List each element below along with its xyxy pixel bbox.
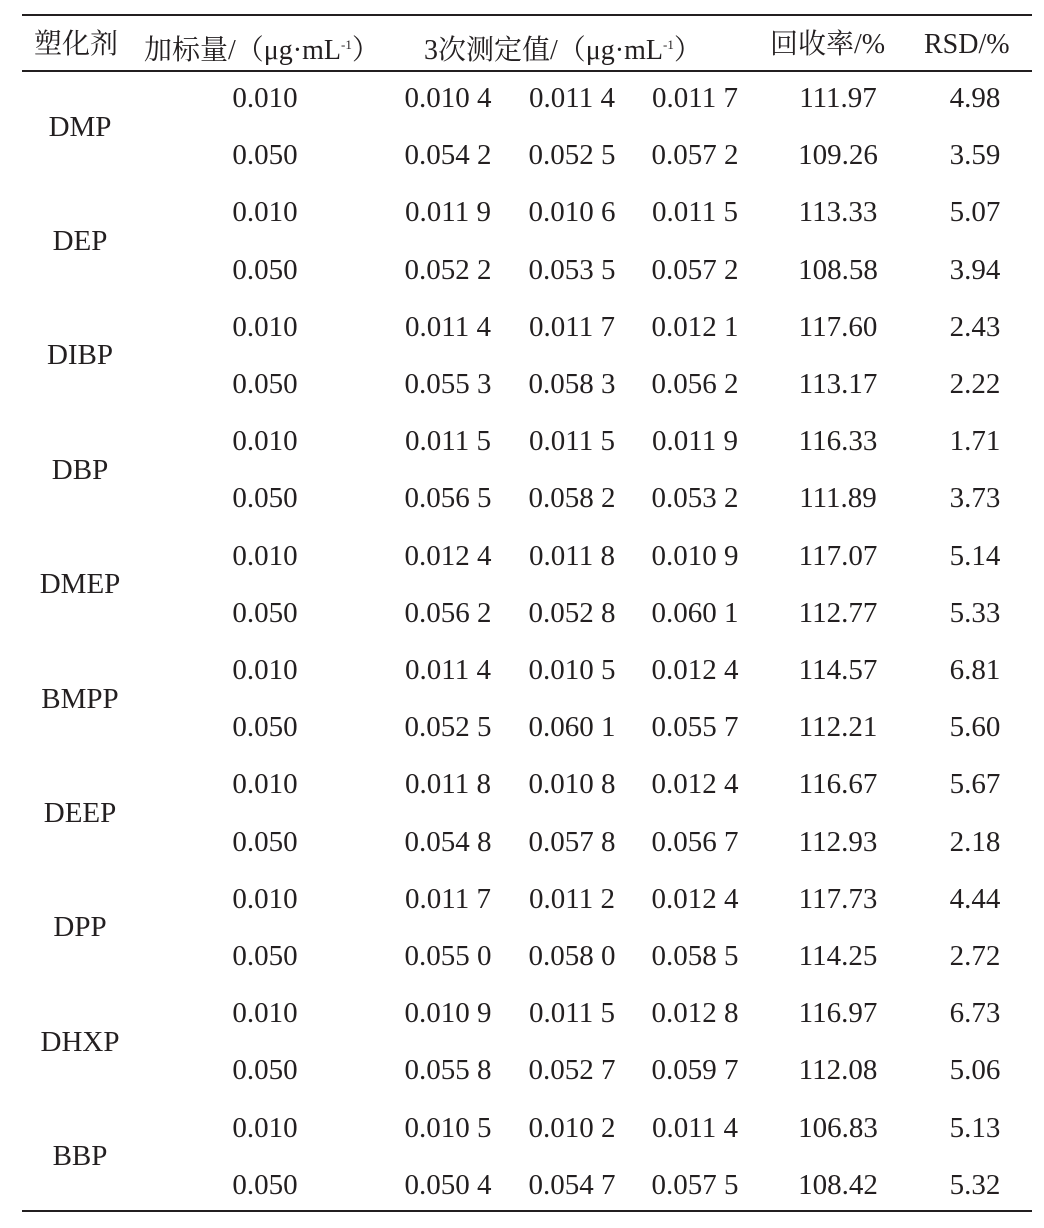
recovery-cell: 112.93 (798, 825, 878, 858)
measured-2-cell: 0.058 3 (528, 368, 616, 400)
measured-2-cell: 0.011 8 (529, 539, 615, 572)
plasticizer-name-cell: DPP (53, 911, 107, 944)
measured-1-cell: 0.054 8 (404, 825, 492, 858)
measured-2-cell: 0.011 7 (529, 310, 615, 343)
recovery-cell: 108.42 (798, 1168, 878, 1201)
recovery-cell: 117.73 (798, 882, 878, 915)
measured-2-cell: 0.011 5 (529, 425, 615, 458)
rsd-cell: 3.59 (949, 139, 1001, 172)
rsd-cell: 5.13 (949, 1111, 1001, 1144)
header-rsd: RSD/% (924, 29, 1010, 60)
recovery-cell: 113.33 (798, 196, 878, 229)
plasticizer-name-cell: DIBP (46, 339, 114, 372)
recovery-cell: 116.67 (798, 768, 878, 801)
plasticizer-name-cell: BMPP (41, 682, 119, 715)
measured-3-cell: 0.012 8 (651, 997, 739, 1030)
spike-cell: 0.050 (232, 596, 298, 629)
measured-3-cell: 0.053 2 (651, 482, 739, 515)
rsd-cell: 6.73 (949, 997, 1001, 1030)
rsd-cell: 5.60 (949, 711, 1001, 744)
measured-3-cell: 0.012 4 (651, 882, 739, 915)
recovery-cell: 111.97 (799, 82, 877, 114)
spike-cell: 0.010 (232, 539, 298, 572)
spike-cell: 0.050 (232, 711, 298, 744)
spike-cell: 0.010 (232, 196, 298, 229)
measured-1-cell: 0.052 5 (404, 711, 492, 744)
spike-cell: 0.050 (232, 139, 298, 172)
rsd-cell: 5.07 (949, 196, 1001, 229)
recovery-cell: 112.21 (798, 711, 878, 744)
measured-3-cell: 0.011 7 (652, 82, 738, 114)
measured-1-cell: 0.050 4 (404, 1168, 492, 1201)
header-spike-close: ） (351, 35, 380, 66)
measured-1-cell: 0.010 9 (404, 997, 492, 1030)
header-spike-exponent: -1 (341, 37, 352, 52)
measured-1-cell: 0.011 4 (405, 310, 491, 343)
recovery-cell: 113.17 (798, 368, 878, 400)
table-bottom-rule (22, 1210, 1032, 1212)
rsd-cell: 2.18 (949, 825, 1001, 858)
header-measured-values (424, 26, 702, 70)
rsd-cell: 6.81 (949, 654, 1001, 686)
plasticizer-name-cell: DEEP (43, 797, 117, 829)
measured-2-cell: 0.052 7 (528, 1054, 616, 1087)
recovery-cell: 117.60 (798, 310, 878, 343)
recovery-cell: 112.77 (798, 596, 878, 629)
measured-1-cell: 0.011 7 (405, 882, 491, 915)
spike-cell: 0.050 (232, 482, 298, 515)
recovery-cell: 106.83 (798, 1111, 878, 1144)
measured-1-cell: 0.055 0 (404, 940, 492, 972)
spike-cell: 0.010 (232, 82, 298, 114)
measured-1-cell: 0.011 9 (405, 196, 491, 229)
measured-3-cell: 0.059 7 (651, 1054, 739, 1087)
spike-cell: 0.050 (232, 1054, 298, 1087)
header-recovery: 回收率/% (770, 29, 886, 60)
spike-cell: 0.050 (232, 940, 298, 972)
header-measured-close: ） (673, 35, 702, 66)
measured-1-cell: 0.055 3 (404, 368, 492, 400)
measured-3-cell: 0.012 4 (651, 768, 739, 801)
measured-2-cell: 0.052 5 (528, 139, 616, 172)
plasticizer-name-cell: DHXP (40, 1025, 120, 1058)
measured-1-cell: 0.012 4 (404, 539, 492, 572)
header-plasticizer: 塑化剂 (34, 29, 119, 60)
measured-2-cell: 0.010 8 (528, 768, 616, 801)
plasticizer-name-cell: DEP (52, 225, 108, 257)
header-spike-text: 加标量/（μg·mL (144, 35, 341, 66)
spike-cell: 0.010 (232, 882, 298, 915)
measured-3-cell: 0.056 7 (651, 825, 739, 858)
measured-1-cell: 0.011 4 (405, 654, 491, 686)
measured-3-cell: 0.055 7 (651, 711, 739, 744)
header-spike-amount (144, 26, 380, 70)
measured-2-cell: 0.052 8 (528, 596, 616, 629)
spike-cell: 0.050 (232, 368, 298, 400)
rsd-cell: 2.22 (949, 368, 1001, 400)
measured-3-cell: 0.056 2 (651, 368, 739, 400)
measured-1-cell: 0.055 8 (404, 1054, 492, 1087)
measured-1-cell: 0.010 5 (404, 1111, 492, 1144)
spike-cell: 0.010 (232, 1111, 298, 1144)
rsd-cell: 5.32 (949, 1168, 1001, 1201)
spike-cell: 0.010 (232, 425, 298, 458)
measured-3-cell: 0.010 9 (651, 539, 739, 572)
measured-1-cell: 0.010 4 (404, 82, 492, 114)
measured-2-cell: 0.010 6 (528, 196, 616, 229)
plasticizer-name-cell: BBP (52, 1140, 108, 1173)
recovery-cell: 117.07 (798, 539, 878, 572)
rsd-cell: 3.94 (949, 253, 1001, 286)
measured-2-cell: 0.057 8 (528, 825, 616, 858)
table-top-rule (22, 14, 1032, 16)
measured-3-cell: 0.012 1 (651, 310, 739, 343)
measured-2-cell: 0.060 1 (528, 711, 616, 744)
measured-2-cell: 0.011 4 (529, 82, 615, 114)
measured-3-cell: 0.011 9 (652, 425, 738, 458)
spike-cell: 0.050 (232, 825, 298, 858)
measured-1-cell: 0.052 2 (404, 253, 492, 286)
measured-2-cell: 0.011 5 (529, 997, 615, 1030)
measured-2-cell: 0.058 2 (528, 482, 616, 515)
header-divider-rule (22, 70, 1032, 72)
recovery-cell: 112.08 (798, 1054, 878, 1087)
measured-1-cell: 0.054 2 (404, 139, 492, 172)
spike-cell: 0.010 (232, 310, 298, 343)
measured-3-cell: 0.057 2 (651, 253, 739, 286)
recovery-cell: 114.57 (798, 654, 878, 686)
measured-1-cell: 0.011 8 (405, 768, 491, 801)
measured-3-cell: 0.057 5 (651, 1168, 739, 1201)
spike-cell: 0.050 (232, 253, 298, 286)
measured-2-cell: 0.010 2 (528, 1111, 616, 1144)
spike-cell: 0.010 (232, 768, 298, 801)
measured-1-cell: 0.056 2 (404, 596, 492, 629)
measured-1-cell: 0.056 5 (404, 482, 492, 515)
plasticizer-name-cell: DMEP (39, 568, 121, 601)
rsd-cell: 5.67 (949, 768, 1001, 801)
header-measured-text: 3次测定值/（μg·mL (424, 35, 663, 66)
measured-3-cell: 0.011 5 (652, 196, 738, 229)
rsd-cell: 1.71 (949, 425, 1001, 458)
recovery-cell: 116.33 (798, 425, 878, 458)
rsd-cell: 5.33 (949, 596, 1001, 629)
measured-1-cell: 0.011 5 (405, 425, 491, 458)
recovery-cell: 111.89 (799, 482, 877, 515)
measured-3-cell: 0.012 4 (651, 654, 739, 686)
measured-2-cell: 0.010 5 (528, 654, 616, 686)
measured-3-cell: 0.057 2 (651, 139, 739, 172)
measured-2-cell: 0.011 2 (529, 882, 615, 915)
plasticizer-name-cell: DMP (48, 110, 112, 143)
measured-3-cell: 0.058 5 (651, 940, 739, 972)
rsd-cell: 2.72 (949, 940, 1001, 972)
spike-cell: 0.010 (232, 654, 298, 686)
rsd-cell: 4.98 (949, 82, 1001, 114)
recovery-cell: 109.26 (798, 139, 878, 172)
measured-2-cell: 0.053 5 (528, 253, 616, 286)
measured-2-cell: 0.058 0 (528, 940, 616, 972)
recovery-cell: 116.97 (798, 997, 878, 1030)
recovery-cell: 108.58 (798, 253, 878, 286)
recovery-cell: 114.25 (798, 940, 878, 972)
rsd-cell: 5.14 (949, 539, 1001, 572)
spike-cell: 0.050 (232, 1168, 298, 1201)
rsd-cell: 3.73 (949, 482, 1001, 515)
measured-2-cell: 0.054 7 (528, 1168, 616, 1201)
plasticizer-name-cell: DBP (51, 453, 109, 486)
rsd-cell: 4.44 (949, 882, 1001, 915)
measured-3-cell: 0.011 4 (652, 1111, 738, 1144)
header-measured-exponent: -1 (663, 37, 674, 52)
measured-3-cell: 0.060 1 (651, 596, 739, 629)
rsd-cell: 5.06 (949, 1054, 1001, 1087)
rsd-cell: 2.43 (949, 310, 1001, 343)
spike-cell: 0.010 (232, 997, 298, 1030)
